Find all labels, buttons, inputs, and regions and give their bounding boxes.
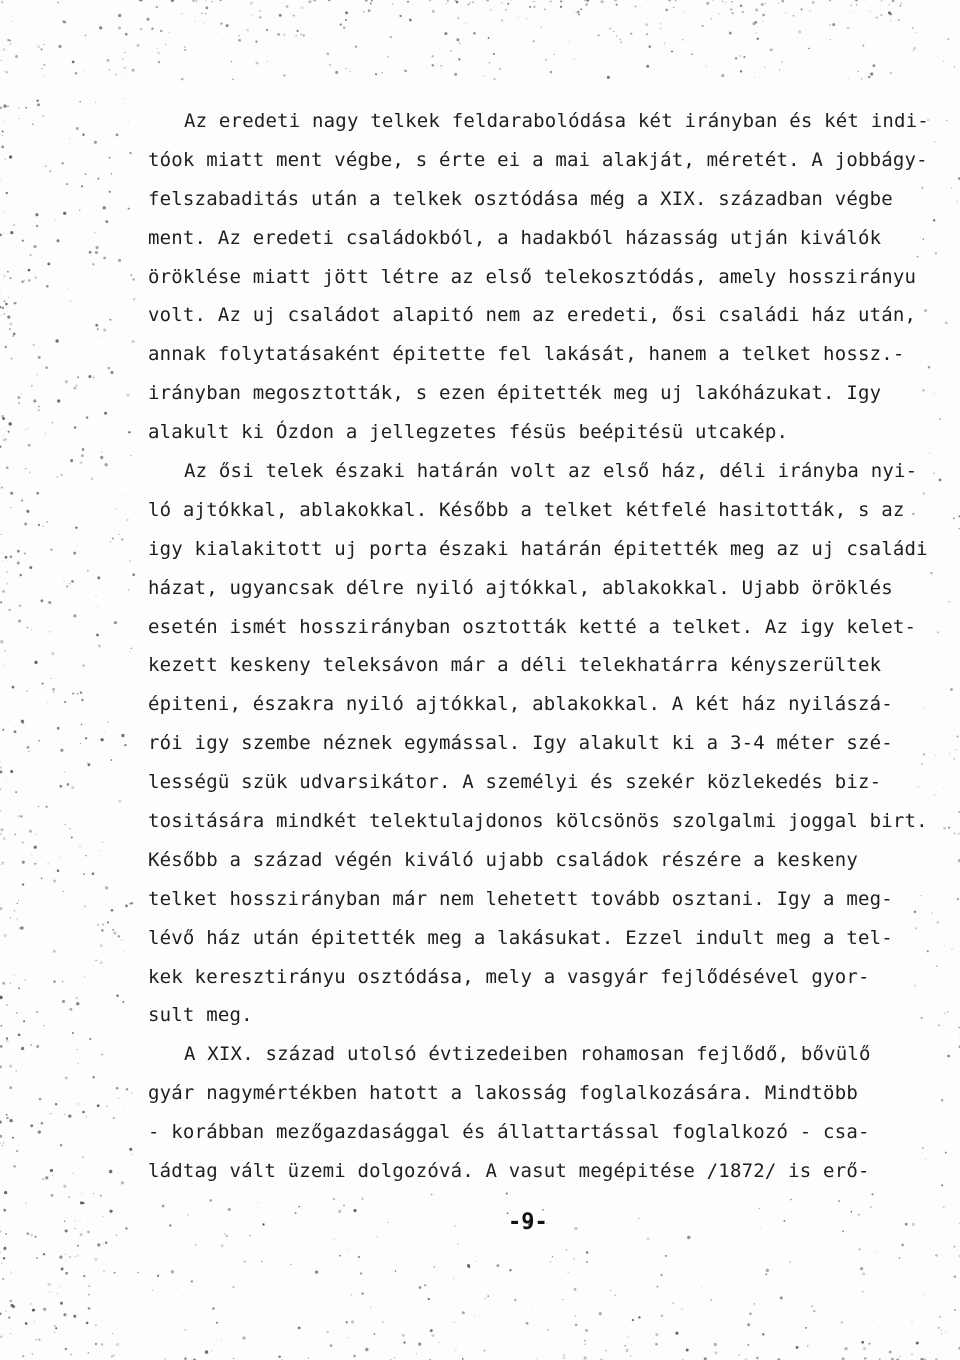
text-line: tositására mindkét telektulajdonos kölcsönös szolgalmi joggal birt. [148, 810, 928, 833]
text-line: épiteni, északra nyiló ajtókkal, ablakokkal. A két ház nyilászá- [148, 693, 893, 716]
text-line: igy kialakitott uj porta északi határán épitették meg az uj családi [148, 537, 928, 560]
text-line: A XIX. század utolsó évtizedeiben rohamosan fejlődő, bővülő [184, 1043, 871, 1066]
text-line: rói igy szembe néznek egymással. Igy alakult ki a 3-4 méter szé- [148, 732, 893, 755]
text-line: kezett keskeny teleksávon már a déli telekhatárra kényszerültek [148, 654, 882, 677]
text-line: alakult ki Ózdon a jellegzetes fésüs beépitésü utcakép. [148, 421, 789, 444]
text-line: házat, ugyancsak délre nyiló ajtókkal, ablakokkal. Ujabb öröklés [148, 576, 893, 599]
text-line: annak folytatásaként épitette fel lakását, hanem a telket hossz.- [148, 343, 905, 366]
text-line: öröklése miatt jött létre az első telekosztódás, amely hosszirányu [148, 265, 917, 288]
text-line: felszabaditás után a telkek osztódása még a XIX. században végbe [148, 187, 893, 210]
text-line: tóok miatt ment végbe, s érte ei a mai alakját, méretét. A jobbágy- [148, 148, 928, 171]
text-line: Később a század végén kiváló ujabb családok részére a keskeny [148, 848, 858, 871]
text-line: Az ősi telek északi határán volt az első ház, déli irányba nyi- [184, 460, 918, 483]
text-line: lességü szük udvarsikátor. A személyi és szekér közlekedés biz- [148, 771, 882, 794]
text-line: volt. Az uj családot alapitó nem az eredeti, ősi családi ház után, [148, 304, 917, 327]
text-line: - korábban mezőgazdasággal és állattartással foglalkozó - csa- [148, 1121, 870, 1144]
text-line: lévő ház után épitették meg a lakásukat. Ezzel indult meg a tel- [148, 926, 893, 949]
page-number: -9- [508, 1210, 548, 1235]
text-line: telket hosszirányban már nem lehetett tovább osztani. Igy a meg- [148, 887, 893, 910]
text-line: ló ajtókkal, ablakokkal. Később a telket kétfelé hasitották, s az [148, 498, 905, 521]
body-text [148, 102, 929, 1191]
text-line: irányban megosztották, s ezen épitették meg uj lakóházukat. Igy [148, 382, 882, 405]
text-line: kek keresztirányu osztódása, mely a vasgyár fejlődésével gyor- [148, 965, 870, 988]
text-line: ládtag vált üzemi dolgozóvá. A vasut megépitése /1872/ is erő- [148, 1160, 870, 1183]
text-line: Az eredeti nagy telkek feldarabolódása két irányban és két indi- [184, 110, 929, 132]
text-line: esetén ismét hosszirányban osztották ketté a telket. Az igy kelet- [148, 615, 917, 638]
text-line: sult meg. [148, 1004, 253, 1027]
text-line: gyár nagymértékben hatott a lakosság foglalkozására. Mindtöbb [148, 1082, 858, 1105]
text-line: ment. Az eredeti családokból, a hadakból házasság utján kiválók [148, 226, 882, 249]
